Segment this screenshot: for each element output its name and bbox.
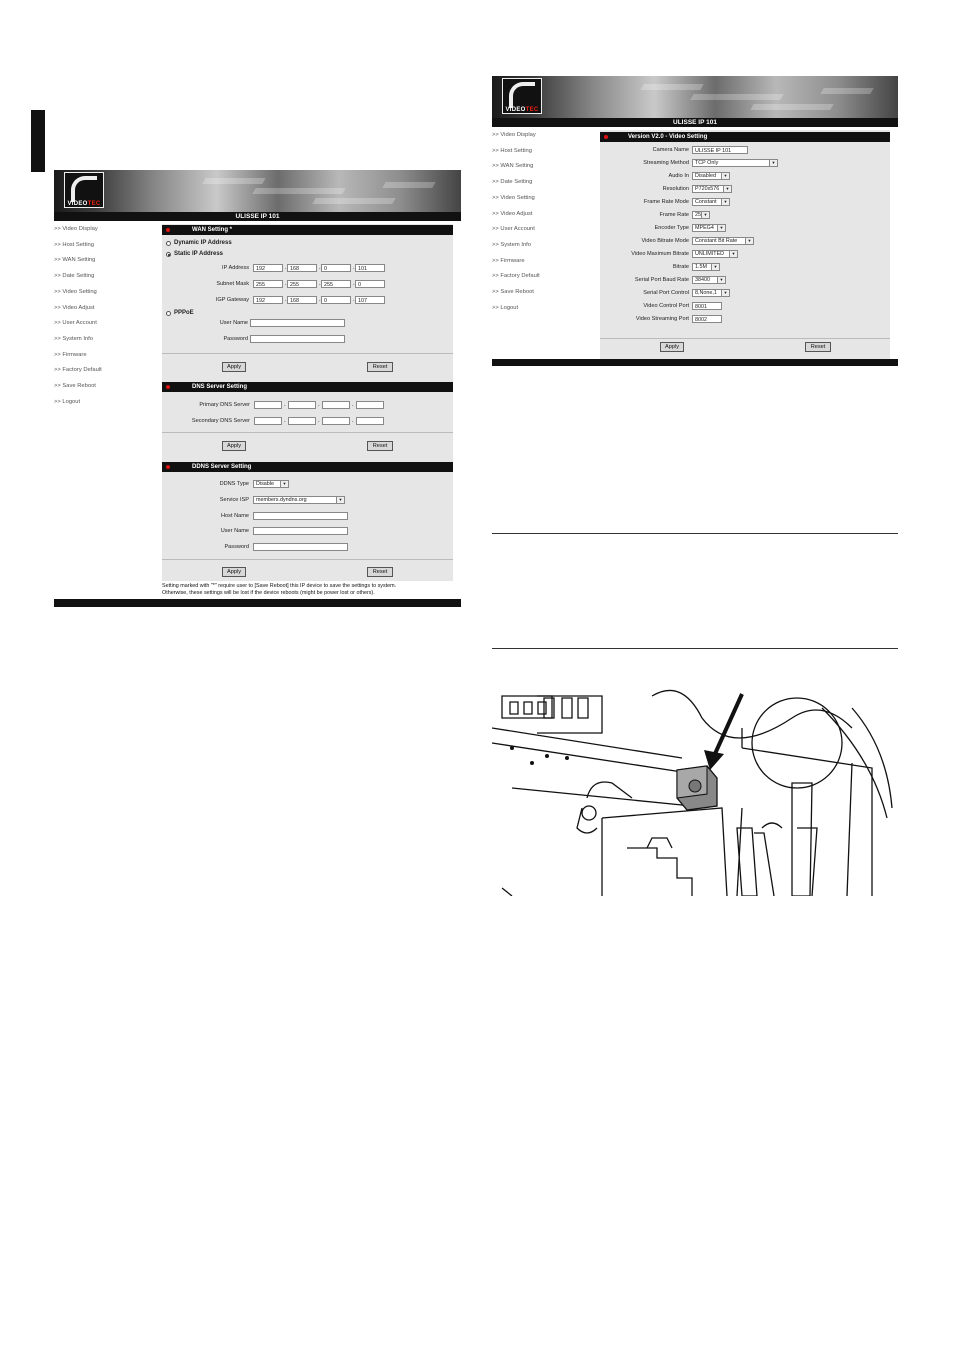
- secondary-dns-octet-1[interactable]: [254, 417, 282, 425]
- sidebar-item-label: System Info: [62, 335, 93, 342]
- chevron-down-icon: ▼: [717, 225, 725, 231]
- nav-prefix: >>: [54, 257, 63, 264]
- video-setting-label: Camera Name: [652, 147, 689, 153]
- video-setting-select[interactable]: Disabled ▼: [692, 172, 730, 180]
- nav-prefix: >>: [492, 132, 501, 138]
- video-setting-input[interactable]: 8002: [692, 315, 722, 323]
- video-apply-button[interactable]: Apply: [660, 342, 684, 352]
- nav-prefix: >>: [492, 241, 501, 248]
- primary-dns-octet-2[interactable]: [288, 401, 316, 409]
- sidebar-item-label: Save Reboot: [500, 289, 534, 295]
- video-setting-select[interactable]: UNLIMITED ▼: [692, 250, 738, 258]
- video-setting-label: Serial Port Baud Rate: [634, 277, 689, 283]
- pointer-arrow-icon: [704, 694, 742, 770]
- video-settings-panel: [600, 130, 890, 359]
- nav-prefix: >>: [54, 226, 63, 232]
- sidebar-item-label: Video Display: [500, 132, 536, 138]
- sidebar-item-label: Factory Default: [500, 273, 540, 280]
- sidebar-item[interactable]: [492, 305, 518, 311]
- video-setting-label: Audio In: [668, 173, 689, 179]
- video-setting-select[interactable]: Constant Bit Rate ▼: [692, 237, 754, 245]
- chevron-down-icon: ▼: [729, 251, 737, 257]
- primary-dns-octet-3[interactable]: [322, 401, 350, 409]
- gw-octet-4[interactable]: 107: [355, 296, 385, 304]
- nav-prefix: >>: [54, 320, 63, 327]
- sidebar-item[interactable]: [54, 320, 97, 326]
- video-setting-label: Streaming Method: [643, 160, 689, 166]
- sidebar-item[interactable]: [492, 226, 535, 232]
- sidebar-item[interactable]: [492, 289, 534, 295]
- pppoe-label: PPPoE: [174, 310, 194, 316]
- ddns-section-header: DDNS Server Setting: [162, 462, 453, 472]
- video-setting-label: Video Maximum Bitrate: [631, 251, 689, 257]
- ddns-type-label: DDNS Type: [219, 481, 249, 487]
- gw-octet-3[interactable]: 0: [321, 296, 351, 304]
- sidebar-item-label: Host Setting: [500, 147, 532, 154]
- sidebar-item[interactable]: [54, 367, 102, 373]
- save-reboot-note: Setting marked with "*" require user to [Save Reboot] this IP device to save the settings to system.: [162, 583, 397, 589]
- video-setting-select[interactable]: MPEG4 ▼: [692, 224, 726, 232]
- settings-panel: WAN Setting * Dynamic IP Address Static IP Address IP Address 192 . 168 . 0 . 101 Subnet Mask 255 . 255 . 255 . 0 IGP Gateway 192 . 168 . 0 . 107 PPPoE User Name Password Apply Reset DNS Server Setting Primary DNS Server . . . Secondary DNS Server . . . Apply Reset DDNS Server Setting DDNS Type Disable ▼ Service ISP members.dyndns.org ▼ Host Name User Name Password Apply Reset Setting marked with "*" require user to [Save Reboot] this IP device to save the settings to system. Otherwise, these settings will be lost if the device reboots (might be power lost or others).: [162, 224, 453, 601]
- secondary-dns-octet-4[interactable]: [356, 417, 384, 425]
- service-isp-select[interactable]: members.dyndns.org ▼: [253, 496, 345, 504]
- chevron-down-icon: ▼: [721, 290, 729, 296]
- video-setting-label: Video Streaming Port: [635, 316, 689, 322]
- nav-prefix: >>: [54, 351, 63, 358]
- mask-octet-1[interactable]: 255: [253, 280, 283, 288]
- divider-rule: [492, 648, 898, 649]
- static-ip-radio[interactable]: [166, 252, 171, 257]
- video-setting-label: Encoder Type: [654, 225, 689, 231]
- sidebar-item[interactable]: [492, 273, 540, 279]
- nav-prefix: >>: [492, 226, 501, 233]
- hardware-reset-button-illustration: [492, 688, 898, 896]
- chevron-down-icon: ▼: [711, 264, 719, 270]
- banner: [54, 170, 461, 212]
- sidebar-item-label: Video Adjust: [62, 304, 95, 311]
- sidebar-item-label: Save Reboot: [62, 383, 96, 389]
- sidebar-item[interactable]: [54, 336, 93, 342]
- ip-octet-4[interactable]: 101: [355, 264, 385, 272]
- video-section-header: Version V2.0 - Video Setting: [600, 132, 890, 142]
- nav-prefix: >>: [492, 147, 501, 154]
- sidebar-item[interactable]: [54, 226, 98, 232]
- nav-prefix: >>: [492, 304, 501, 311]
- nav-prefix: >>: [492, 257, 501, 264]
- sidebar-item-label: Host Setting: [62, 241, 94, 248]
- page-title: ULISSE IP 101: [492, 118, 898, 127]
- wan-setting-screenshot: [54, 170, 461, 607]
- sidebar-item[interactable]: [492, 258, 525, 264]
- secondary-dns-octet-3[interactable]: [322, 417, 350, 425]
- video-setting-select[interactable]: 1.5M ▼: [692, 263, 720, 271]
- sidebar-item-label: Date Setting: [62, 273, 95, 280]
- nav-prefix: >>: [492, 273, 501, 280]
- nav-prefix: >>: [54, 273, 63, 280]
- mask-octet-3[interactable]: 255: [321, 280, 351, 288]
- nav-prefix: >>: [492, 210, 501, 217]
- footer-bar: [492, 359, 898, 366]
- sidebar-item[interactable]: [54, 289, 97, 295]
- nav-prefix: >>: [54, 398, 63, 405]
- footer-bar: [54, 599, 461, 607]
- video-reset-button[interactable]: Reset: [805, 342, 831, 352]
- subnet-mask-label: Subnet Mask: [216, 281, 249, 287]
- ip-octet-2[interactable]: 168: [287, 264, 317, 272]
- nav-prefix: >>: [54, 304, 63, 311]
- nav-prefix: >>: [492, 194, 501, 201]
- primary-dns-octet-4[interactable]: [356, 401, 384, 409]
- video-setting-select[interactable]: Constant ▼: [692, 198, 730, 206]
- ddns-type-select[interactable]: Disable ▼: [253, 480, 289, 488]
- gw-octet-2[interactable]: 168: [287, 296, 317, 304]
- sidebar-item[interactable]: [54, 273, 94, 279]
- mask-octet-4[interactable]: 0: [355, 280, 385, 288]
- video-setting-label: Video Bitrate Mode: [641, 238, 689, 244]
- dns-apply-button[interactable]: Apply: [222, 441, 246, 451]
- secondary-dns-octet-2[interactable]: [288, 417, 316, 425]
- video-setting-select[interactable]: 38400 ▼: [692, 276, 726, 284]
- nav-prefix: >>: [492, 163, 501, 170]
- ip-octet-3[interactable]: 0: [321, 264, 351, 272]
- wan-apply-button[interactable]: Apply: [222, 362, 246, 372]
- sidebar-item-label: User Account: [62, 320, 97, 327]
- video-setting-select[interactable]: 8,None,1 ▼: [692, 289, 730, 297]
- video-setting-select[interactable]: 25 ▼: [692, 211, 710, 219]
- gateway-label: IGP Gateway: [215, 297, 249, 303]
- sidebar-item-label: Logout: [500, 304, 519, 311]
- sidebar-item-label: Logout: [62, 398, 81, 405]
- sidebar-item-label: Firmware: [500, 257, 525, 264]
- chevron-down-icon: ▼: [745, 238, 753, 244]
- sidebar-item-label: Firmware: [62, 351, 87, 358]
- pppoe-pass-label: Password: [223, 336, 248, 342]
- sidebar-nav: [54, 222, 152, 600]
- ddns-reset-button[interactable]: Reset: [367, 567, 393, 577]
- video-setting-select[interactable]: TCP Only ▼: [692, 159, 778, 167]
- sidebar-item-label: Video Setting: [500, 194, 535, 201]
- nav-prefix: >>: [54, 335, 63, 342]
- sidebar-item[interactable]: [54, 305, 95, 311]
- reset-button-icon: [677, 766, 717, 810]
- sidebar-item-label: Video Setting: [62, 288, 97, 295]
- sidebar-item[interactable]: [492, 132, 536, 138]
- ddns-pass-input[interactable]: [253, 543, 348, 551]
- divider-rule: [492, 533, 898, 534]
- nav-prefix: >>: [54, 241, 63, 248]
- sidebar-item-label: System Info: [500, 241, 531, 248]
- ddns-user-input[interactable]: [253, 527, 348, 535]
- sidebar-item-label: Date Setting: [500, 179, 533, 186]
- video-setting-label: Serial Port Control: [643, 290, 689, 296]
- pppoe-user-label: User Name: [219, 320, 248, 326]
- video-setting-input[interactable]: 8001: [692, 302, 722, 310]
- sidebar-item[interactable]: [54, 242, 94, 248]
- chevron-down-icon: ▼: [769, 160, 777, 166]
- sidebar-item-label: WAN Setting: [500, 163, 534, 170]
- chevron-down-icon: ▼: [280, 481, 288, 487]
- ip-octet-1[interactable]: 192: [253, 264, 283, 272]
- sidebar-item[interactable]: [492, 242, 531, 248]
- sidebar-item-label: User Account: [500, 226, 535, 233]
- wan-section-header: WAN Setting *: [162, 225, 453, 235]
- chevron-down-icon: ▼: [336, 497, 344, 503]
- chevron-down-icon: ▼: [701, 212, 709, 218]
- sidebar-item[interactable]: [54, 257, 95, 263]
- sidebar-item[interactable]: [54, 399, 80, 405]
- gw-octet-1[interactable]: 192: [253, 296, 283, 304]
- video-setting-label: Frame Rate Mode: [643, 199, 689, 205]
- mask-octet-2[interactable]: 255: [287, 280, 317, 288]
- page-title: ULISSE IP 101: [54, 212, 461, 221]
- wan-reset-button[interactable]: Reset: [367, 362, 393, 372]
- dns-section-header: DNS Server Setting: [162, 382, 453, 392]
- chevron-down-icon: ▼: [717, 277, 725, 283]
- dynamic-ip-label: Dynamic IP Address: [174, 240, 232, 246]
- video-setting-label: Video Control Port: [643, 303, 689, 309]
- nav-prefix: >>: [54, 288, 63, 295]
- nav-prefix: >>: [54, 383, 63, 389]
- pppoe-user-input[interactable]: [250, 319, 345, 327]
- pppoe-pass-input[interactable]: [250, 335, 345, 343]
- video-setting-label: Bitrate: [672, 264, 689, 270]
- pppoe-radio[interactable]: [166, 311, 171, 316]
- host-name-input[interactable]: [253, 512, 348, 520]
- sidebar-item[interactable]: [492, 195, 535, 201]
- sidebar-item-label: WAN Setting: [62, 257, 96, 264]
- dynamic-ip-radio[interactable]: [166, 241, 171, 246]
- chevron-down-icon: ▼: [721, 199, 729, 205]
- videotec-logo: VIDEOTEC: [64, 172, 104, 208]
- ddns-pass-label: Password: [224, 544, 249, 550]
- chevron-down-icon: ▼: [723, 186, 731, 192]
- banner: [492, 76, 898, 118]
- save-reboot-note-2: Otherwise, these settings will be lost if the device reboots (might be power lost or others).: [162, 590, 375, 596]
- sidebar-nav: [492, 128, 590, 358]
- nav-prefix: >>: [492, 289, 501, 295]
- service-isp-label: Service ISP: [219, 497, 249, 503]
- sidebar-item[interactable]: [492, 163, 533, 169]
- sidebar-item-label: Video Adjust: [500, 210, 533, 217]
- static-ip-label: Static IP Address: [174, 251, 224, 257]
- sidebar-item-label: Video Display: [62, 226, 98, 232]
- ip-address-label: IP Address: [222, 265, 249, 271]
- sidebar-item-label: Factory Default: [62, 367, 102, 374]
- videotec-logo: VIDEOTEC: [502, 78, 542, 114]
- ddns-apply-button[interactable]: Apply: [222, 567, 246, 577]
- sidebar-item[interactable]: [54, 352, 87, 358]
- chevron-down-icon: ▼: [721, 173, 729, 179]
- section-edge-tab: [31, 110, 45, 172]
- video-setting-select[interactable]: P720x576 ▼: [692, 185, 732, 193]
- ddns-user-label: User Name: [220, 528, 249, 534]
- sidebar-item[interactable]: [492, 211, 533, 217]
- video-setting-label: Resolution: [662, 186, 689, 192]
- host-name-label: Host Name: [221, 513, 249, 519]
- video-setting-screenshot: [492, 76, 898, 366]
- secondary-dns-label: Secondary DNS Server: [191, 418, 250, 424]
- primary-dns-label: Primary DNS Server: [199, 402, 250, 408]
- nav-prefix: >>: [492, 179, 501, 186]
- video-setting-label: Frame Rate: [659, 212, 689, 218]
- sidebar-item[interactable]: [492, 179, 532, 185]
- video-setting-input[interactable]: ULISSE IP 101: [692, 146, 748, 154]
- sidebar-item[interactable]: [492, 148, 532, 154]
- sidebar-item[interactable]: [54, 383, 96, 389]
- nav-prefix: >>: [54, 367, 63, 374]
- dns-reset-button[interactable]: Reset: [367, 441, 393, 451]
- primary-dns-octet-1[interactable]: [254, 401, 282, 409]
